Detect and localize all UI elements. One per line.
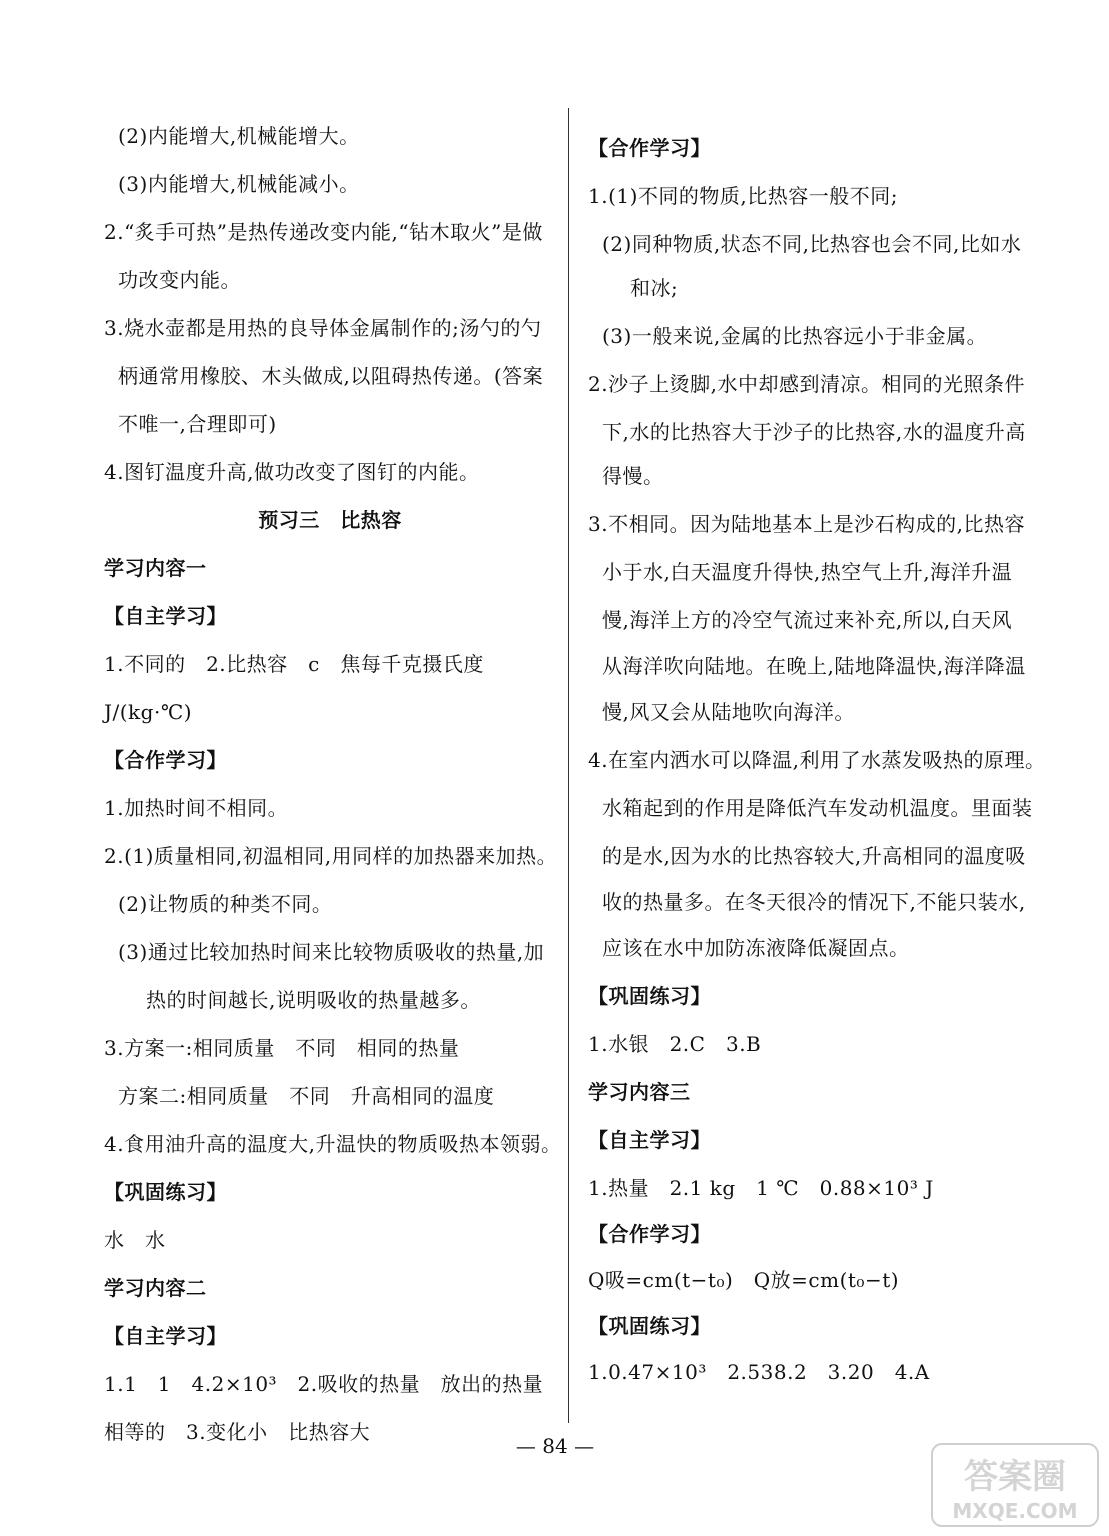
subsection-heading: 【合作学习】 <box>588 136 711 160</box>
subsection-heading: 【合作学习】 <box>104 748 227 772</box>
text-line: 慢,风又会从陆地吹向海洋。 <box>602 700 855 724</box>
subsection-heading: 【自主学习】 <box>588 1128 711 1152</box>
text-line: J/(kg·℃) <box>104 700 193 724</box>
text-line: 柄通常用橡胶、木头做成,以阻碍热传递。(答案 <box>118 364 544 388</box>
text-line: 不唯一,合理即可) <box>118 412 277 436</box>
watermark-text-url: MXQE.COM <box>952 1499 1078 1523</box>
subsection-heading: 【巩固练习】 <box>588 1314 711 1338</box>
text-line: 得慢。 <box>602 464 664 488</box>
text-line: 1.0.47×10³ 2.538.2 3.20 4.A <box>588 1360 930 1384</box>
text-line: 功改变内能。 <box>118 268 241 292</box>
section-title: 预习三 比热容 <box>258 508 402 532</box>
text-line: 小于水,白天温度升得快,热空气上升,海洋升温 <box>602 560 1013 584</box>
text-line: 收的热量多。在冬天很冷的情况下,不能只装水, <box>602 890 1026 914</box>
text-line: (2)内能增大,机械能增大。 <box>118 124 360 148</box>
text-line: 4.食用油升高的温度大,升温快的物质吸热本领弱。 <box>104 1132 562 1156</box>
text-line: 热的时间越长,说明吸收的热量越多。 <box>146 988 481 1012</box>
text-line: 应该在水中加防冻液降低凝固点。 <box>602 936 910 960</box>
section-heading: 学习内容二 <box>104 1276 207 1300</box>
text-line: 2.沙子上烫脚,水中却感到清凉。相同的光照条件 <box>588 372 1025 396</box>
text-line: 下,水的比热容大于沙子的比热容,水的温度升高 <box>602 420 1026 444</box>
watermark-logo <box>930 1442 1100 1528</box>
text-line: 1.不同的 2.比热容 c 焦每千克摄氏度 <box>104 652 484 676</box>
text-line: (3)通过比较加热时间来比较物质吸收的热量,加 <box>118 940 545 964</box>
text-line: 3.方案一:相同质量 不同 相同的热量 <box>104 1036 460 1060</box>
column-divider <box>568 108 569 1423</box>
section-heading: 学习内容一 <box>104 556 207 580</box>
section-heading: 学习内容三 <box>588 1080 691 1104</box>
text-line: 3.不相同。因为陆地基本上是沙石构成的,比热容 <box>588 512 1025 536</box>
text-line: (2)同种物质,状态不同,比热容也会不同,比如水 <box>602 232 1022 256</box>
text-line: 4.图钉温度升高,做功改变了图钉的内能。 <box>104 460 480 484</box>
text-line: 1.加热时间不相同。 <box>104 796 289 820</box>
text-line: 的是水,因为水的比热容较大,升高相同的温度吸 <box>602 844 1026 868</box>
subsection-heading: 【巩固练习】 <box>104 1180 227 1204</box>
text-line: 1.(1)不同的物质,比热容一般不同; <box>588 184 899 208</box>
text-line: (3)一般来说,金属的比热容远小于非金属。 <box>602 324 988 348</box>
subsection-heading: 【自主学习】 <box>104 604 227 628</box>
text-line: (2)让物质的种类不同。 <box>118 892 333 916</box>
page-number: — 84 — <box>515 1434 595 1458</box>
text-line: 1.水银 2.C 3.B <box>588 1032 762 1056</box>
text-line: (3)内能增大,机械能减小。 <box>118 172 360 196</box>
text-line: 相等的 3.变化小 比热容大 <box>104 1420 371 1444</box>
text-line: 2.“炙手可热”是热传递改变内能,“钻木取火”是做 <box>104 220 543 244</box>
text-line: 方案二:相同质量 不同 升高相同的温度 <box>118 1084 495 1108</box>
text-line: 和冰; <box>630 276 679 300</box>
formula-line: Q吸=cm(t−t₀) Q放=cm(t₀−t) <box>588 1268 900 1292</box>
text-line: 从海洋吹向陆地。在晚上,陆地降温快,海洋降温 <box>602 654 1026 678</box>
text-line: 水 水 <box>104 1228 166 1252</box>
text-line: 2.(1)质量相同,初温相同,用同样的加热器来加热。 <box>104 844 558 868</box>
text-line: 3.烧水壶都是用热的良导体金属制作的;汤勺的勺 <box>104 316 542 340</box>
text-line: 1.热量 2.1 kg 1 ℃ 0.88×10³ J <box>588 1176 934 1200</box>
text-line: 水箱起到的作用是降低汽车发动机温度。里面装 <box>602 796 1033 820</box>
text-line: 慢,海洋上方的冷空气流过来补充,所以,白天风 <box>602 608 1013 632</box>
text-line: 1.1 1 4.2×10³ 2.吸收的热量 放出的热量 <box>104 1372 544 1396</box>
watermark-text-cn: 答案圈 <box>964 1457 1066 1497</box>
subsection-heading: 【合作学习】 <box>588 1222 711 1246</box>
subsection-heading: 【自主学习】 <box>104 1324 227 1348</box>
text-line: 4.在室内洒水可以降温,利用了水蒸发吸热的原理。 <box>588 748 1046 772</box>
subsection-heading: 【巩固练习】 <box>588 984 711 1008</box>
